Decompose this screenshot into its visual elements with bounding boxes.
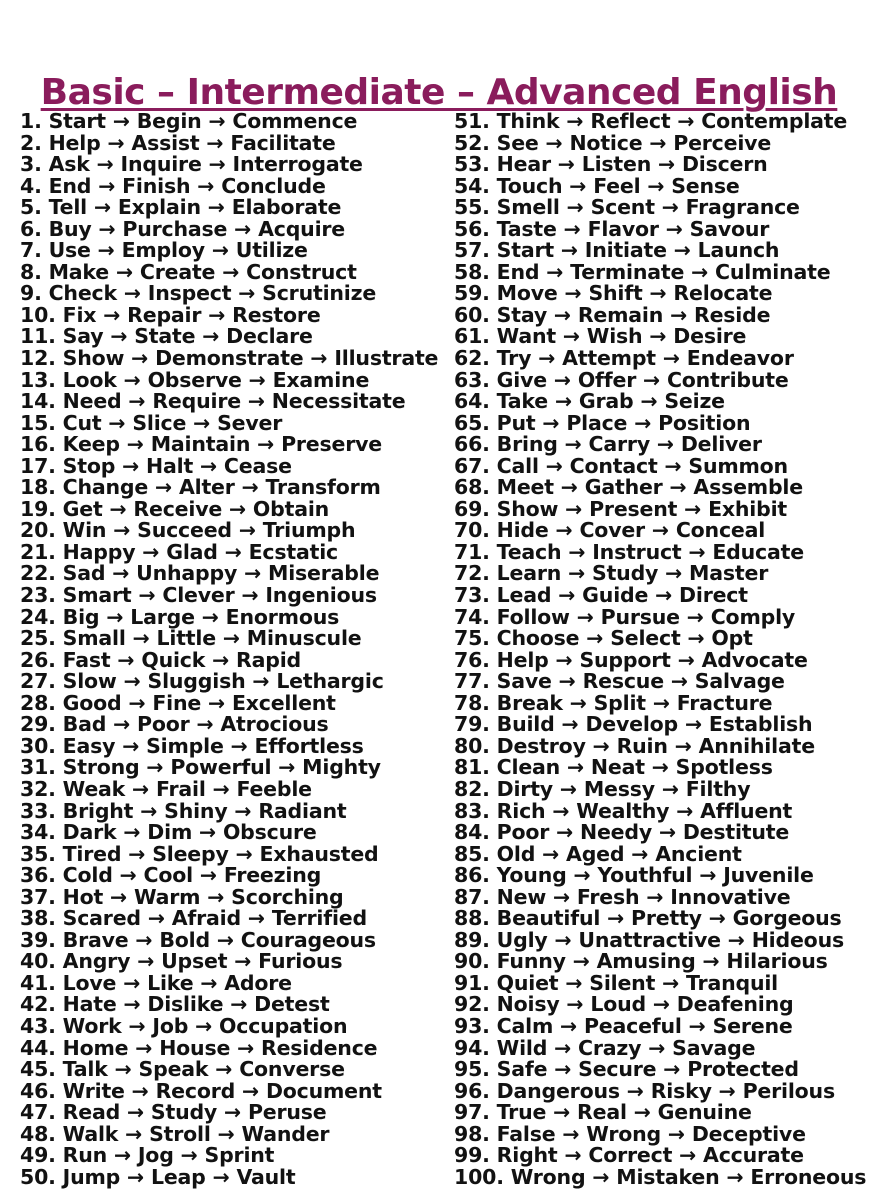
word-progression-item: 3. Ask → Inquire → Interrogate: [20, 152, 363, 177]
word-progression-item: 13. Look → Observe → Examine: [20, 367, 370, 392]
word-progression-item: 26. Fast → Quick → Rapid: [20, 647, 302, 672]
word-progression-item: 36. Cold → Cool → Freezing: [20, 863, 322, 888]
word-list-left-column: [20, 111, 440, 1188]
word-progression-item: 12. Show → Demonstrate → Illustrate: [20, 346, 439, 371]
word-progression-item: 9. Check → Inspect → Scrutinize: [20, 281, 377, 306]
word-progression-item: 27. Slow → Sluggish → Lethargic: [20, 669, 384, 694]
word-progression-item: 83. Rich → Wealthy → Affluent: [454, 798, 793, 823]
word-progression-item: 90. Funny → Amusing → Hilarious: [454, 949, 828, 974]
word-progression-item: 54. Touch → Feel → Sense: [454, 173, 740, 198]
word-progression-item: 82. Dirty → Messy → Filthy: [454, 776, 751, 801]
page-title: Basic – Intermediate – Advanced English: [40, 72, 838, 114]
word-progression-item: 24. Big → Large → Enormous: [20, 604, 340, 629]
word-progression-item: 43. Work → Job → Occupation: [20, 1013, 348, 1038]
word-progression-item: 87. New → Fresh → Innovative: [454, 884, 791, 909]
word-progression-item: 17. Stop → Halt → Cease: [20, 453, 292, 478]
word-progression-item: 21. Happy → Glad → Ecstatic: [20, 539, 338, 564]
word-progression-item: 33. Bright → Shiny → Radiant: [20, 798, 347, 823]
word-progression-item: 29. Bad → Poor → Atrocious: [20, 712, 329, 737]
word-progression-item: 14. Need → Require → Necessitate: [20, 389, 406, 414]
word-progression-item: 58. End → Terminate → Culminate: [454, 259, 831, 284]
word-progression-item: 42. Hate → Dislike → Detest: [20, 992, 330, 1017]
word-progression-item: 7. Use → Employ → Utilize: [20, 238, 308, 263]
word-progression-item: 53. Hear → Listen → Discern: [454, 152, 768, 177]
word-progression-item: 85. Old → Aged → Ancient: [454, 841, 742, 866]
word-progression-item: 70. Hide → Cover → Conceal: [454, 518, 766, 543]
word-progression-item: 91. Quiet → Silent → Tranquil: [454, 970, 779, 995]
word-progression-item: 18. Change → Alter → Transform: [20, 475, 381, 500]
word-progression-item: 80. Destroy → Ruin → Annihilate: [454, 733, 815, 758]
word-progression-item: 67. Call → Contact → Summon: [454, 453, 788, 478]
word-progression-item: 60. Stay → Remain → Reside: [454, 302, 771, 327]
word-progression-item: 86. Young → Youthful → Juvenile: [454, 863, 814, 888]
word-progression-item: 68. Meet → Gather → Assemble: [454, 475, 803, 500]
word-progression-item: 72. Learn → Study → Master: [454, 561, 769, 586]
word-progression-item: 47. Read → Study → Peruse: [20, 1100, 327, 1125]
word-progression-item: 1. Start → Begin → Commence: [20, 109, 358, 133]
word-progression-item: 56. Taste → Flavor → Savour: [454, 216, 770, 241]
word-progression-item: 49. Run → Jog → Sprint: [20, 1143, 275, 1168]
word-progression-item: 100. Wrong → Mistaken → Erroneous: [454, 1164, 867, 1189]
word-progression-item: 38. Scared → Afraid → Terrified: [20, 906, 367, 931]
word-progression-item: 64. Take → Grab → Seize: [454, 389, 725, 414]
word-progression-item: 35. Tired → Sleepy → Exhausted: [20, 841, 379, 866]
word-progression-item: 61. Want → Wish → Desire: [454, 324, 747, 349]
word-progression-item: 94. Wild → Crazy → Savage: [454, 1035, 756, 1060]
word-progression-item: 6. Buy → Purchase → Acquire: [20, 216, 346, 241]
word-progression-item: 39. Brave → Bold → Courageous: [20, 927, 376, 952]
word-progression-item: 74. Follow → Pursue → Comply: [454, 604, 796, 629]
word-progression-item: 84. Poor → Needy → Destitute: [454, 820, 790, 845]
word-progression-item: 59. Move → Shift → Relocate: [454, 281, 773, 306]
word-progression-item: 57. Start → Initiate → Launch: [454, 238, 780, 263]
word-list-right-column: [454, 111, 874, 1188]
word-progression-item: 78. Break → Split → Fracture: [454, 690, 773, 715]
word-progression-item: 45. Talk → Speak → Converse: [20, 1057, 345, 1082]
word-progression-item: 41. Love → Like → Adore: [20, 970, 292, 995]
word-progression-item: 62. Try → Attempt → Endeavor: [454, 346, 794, 371]
word-progression-item: 31. Strong → Powerful → Mighty: [20, 755, 381, 780]
word-progression-item: 51. Think → Reflect → Contemplate: [454, 109, 848, 133]
word-progression-item: 11. Say → State → Declare: [20, 324, 313, 349]
word-progression-item: 48. Walk → Stroll → Wander: [20, 1121, 330, 1146]
word-progression-item: 37. Hot → Warm → Scorching: [20, 884, 344, 909]
word-progression-item: 5. Tell → Explain → Elaborate: [20, 195, 342, 220]
word-progression-item: 71. Teach → Instruct → Educate: [454, 539, 804, 564]
word-progression-item: 69. Show → Present → Exhibit: [454, 496, 788, 521]
word-progression-item: 93. Calm → Peaceful → Serene: [454, 1013, 793, 1038]
word-progression-item: 10. Fix → Repair → Restore: [20, 302, 321, 327]
word-progression-item: 95. Safe → Secure → Protected: [454, 1057, 799, 1082]
word-progression-item: 44. Home → House → Residence: [20, 1035, 378, 1060]
word-progression-item: 98. False → Wrong → Deceptive: [454, 1121, 806, 1146]
word-progression-item: 65. Put → Place → Position: [454, 410, 751, 435]
word-progression-item: 75. Choose → Select → Opt: [454, 626, 753, 651]
word-progression-item: 89. Ugly → Unattractive → Hideous: [454, 927, 844, 952]
word-progression-item: 52. See → Notice → Perceive: [454, 130, 772, 155]
word-progression-item: 96. Dangerous → Risky → Perilous: [454, 1078, 835, 1103]
word-progression-item: 28. Good → Fine → Excellent: [20, 690, 336, 715]
word-progression-item: 8. Make → Create → Construct: [20, 259, 357, 284]
word-progression-item: 50. Jump → Leap → Vault: [20, 1164, 296, 1189]
word-progression-item: 92. Noisy → Loud → Deafening: [454, 992, 794, 1017]
word-progression-item: 34. Dark → Dim → Obscure: [20, 820, 317, 845]
word-progression-item: 66. Bring → Carry → Deliver: [454, 432, 762, 457]
word-progression-item: 88. Beautiful → Pretty → Gorgeous: [454, 906, 842, 931]
word-progression-item: 99. Right → Correct → Accurate: [454, 1143, 804, 1168]
word-progression-item: 4. End → Finish → Conclude: [20, 173, 326, 198]
word-progression-item: 30. Easy → Simple → Effortless: [20, 733, 364, 758]
word-progression-item: 25. Small → Little → Minuscule: [20, 626, 362, 651]
word-progression-item: 32. Weak → Frail → Feeble: [20, 776, 312, 801]
word-progression-item: 81. Clean → Neat → Spotless: [454, 755, 773, 780]
word-progression-item: 77. Save → Rescue → Salvage: [454, 669, 785, 694]
word-progression-item: 23. Smart → Clever → Ingenious: [20, 583, 377, 608]
word-progression-item: 97. True → Real → Genuine: [454, 1100, 752, 1125]
word-progression-item: 63. Give → Offer → Contribute: [454, 367, 789, 392]
word-progression-item: 40. Angry → Upset → Furious: [20, 949, 343, 974]
word-progression-item: 20. Win → Succeed → Triumph: [20, 518, 356, 543]
word-progression-item: 16. Keep → Maintain → Preserve: [20, 432, 382, 457]
word-progression-item: 79. Build → Develop → Establish: [454, 712, 813, 737]
word-progression-item: 15. Cut → Slice → Sever: [20, 410, 283, 435]
word-progression-item: 76. Help → Support → Advocate: [454, 647, 808, 672]
word-progression-item: 55. Smell → Scent → Fragrance: [454, 195, 800, 220]
word-progression-item: 73. Lead → Guide → Direct: [454, 583, 748, 608]
word-progression-item: 2. Help → Assist → Facilitate: [20, 130, 336, 155]
word-progression-item: 46. Write → Record → Document: [20, 1078, 382, 1103]
word-progression-item: 22. Sad → Unhappy → Miserable: [20, 561, 380, 586]
word-progression-item: 19. Get → Receive → Obtain: [20, 496, 330, 521]
